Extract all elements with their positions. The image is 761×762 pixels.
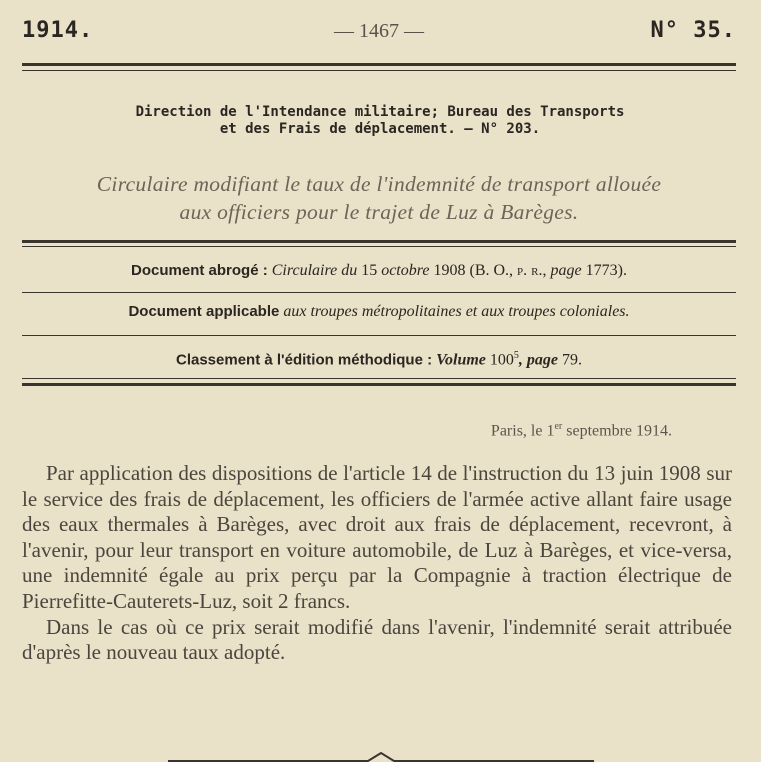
header-issue-number: N° 35.: [650, 18, 736, 43]
direction-line-1: Direction de l'Intendance militaire; Bureau des Transports: [135, 104, 625, 120]
abroge-page-num: 1773).: [585, 262, 627, 279]
abroge-date-year: 1908 (B. O.,: [433, 262, 514, 279]
abroge-doc: Circulaire du: [271, 262, 358, 279]
body-paragraph-1: Par application des dispositions de l'article 14 de l'instruction du 13 juin 1908 sur le service des frais de déplacement, les officiers de l'armée active allant faire usage des eaux thermales à Barèges, avec droit aux frais de déplacement, recevront, à l'avenir, pour leur transport en voiture automobile, de Luz à Barèges, et vice-versa, une indemnité égale au prix perçu par la Compagnie à traction électrique de Pierrefitte-Cauterets-Luz, soit 2 francs.: [22, 461, 732, 613]
closing-ornament: [168, 752, 594, 762]
classement-page-word: , page: [518, 351, 558, 369]
header-rule-thick: [22, 63, 736, 66]
ref-rule-top-thick: [22, 240, 736, 243]
ref-rule-bottom-thick: [22, 383, 736, 386]
abroge-page-word: page: [550, 262, 582, 279]
abroge-label: Document abrogé :: [131, 262, 268, 279]
direction-heading: [40, 104, 720, 138]
classement-volume-num: 100: [489, 351, 514, 369]
direction-line-2: et des Frais de déplacement. — N° 203.: [219, 121, 541, 137]
dateline-sup: er: [554, 421, 563, 432]
classement-page-num: 79.: [562, 351, 582, 369]
reference-abrogated-document: [22, 262, 736, 280]
circular-body: [22, 461, 732, 666]
header-page-number: — 1467 —: [334, 20, 424, 42]
ornament-line: [168, 753, 594, 761]
header-year: 1914.: [22, 18, 94, 43]
dateline-prefix: Paris, le 1: [490, 422, 555, 440]
reference-applicable-document: [22, 303, 736, 321]
circular-title-line-1: Circulaire modifiant le taux de l'indemnité de transport allouée: [96, 172, 662, 196]
applicable-label: Document applicable: [128, 303, 280, 320]
ref-rule-mid-1: [22, 292, 736, 293]
classement-volume-word: Volume: [436, 351, 486, 369]
abroge-date-day: 15: [361, 262, 378, 279]
circular-title-line-2: aux officiers pour le trajet de Luz à Barèges.: [179, 200, 579, 224]
abroge-date-month: octobre: [381, 262, 430, 279]
ref-rule-mid-2: [22, 335, 736, 336]
circular-title: [22, 170, 736, 226]
reference-classement: [22, 350, 736, 369]
header-rule-thin: [22, 70, 736, 71]
ref-rule-top-thin: [22, 246, 736, 247]
abroge-part: p. r.,: [517, 262, 547, 279]
classement-volume-sup: 5: [513, 350, 519, 361]
classement-label: Classement à l'édition méthodique :: [175, 351, 433, 369]
dateline: [300, 421, 672, 440]
page-header: [22, 18, 736, 52]
applicable-text: aux troupes métropolitaines et aux troupes coloniales.: [283, 303, 630, 320]
body-paragraph-2: Dans le cas où ce prix serait modifié dans l'avenir, l'indemnité serait attribuée d'après le nouveau taux adopté.: [22, 614, 732, 665]
dateline-suffix: septembre 1914.: [562, 422, 672, 440]
ref-rule-bottom-thin: [22, 378, 736, 379]
